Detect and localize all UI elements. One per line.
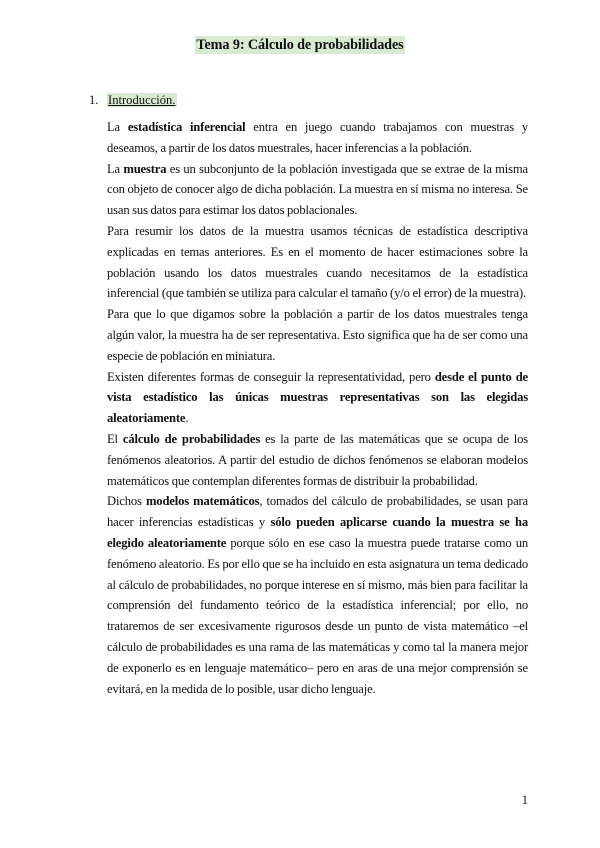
text-run: Dichos	[107, 494, 146, 509]
paragraph	[107, 429, 528, 491]
bold-run: desde el punto de vista estadístico las únicas muestras representativas son las elegidas aleatoriamente	[107, 369, 528, 426]
bold-run: estadística inferencial	[127, 120, 246, 134]
text-run: es un subconjunto de la población investigada que se extrae de la misma con objeto de conocer algo de dicha población. La muestra en sí misma no interesa. Se usan sus datos para estimar los datos poblacionales.	[107, 161, 528, 218]
paragraph	[107, 159, 528, 221]
page-title: Tema 9: Cálculo de probabilidades	[196, 37, 404, 53]
title-wrapper	[0, 36, 600, 54]
bold-run: muestra	[123, 161, 167, 176]
text-run: Para resumir los datos de la muestra usamos técnicas de estadística descriptiva explicadas en temas anteriores. Es en el momento de hacer estimaciones sobre la población usando los datos muestrales cuando necesitamos de la estadística inferencial (que también se utiliza para calcular el tamaño (y/o el error) de la muestra).	[107, 223, 528, 301]
paragraph	[107, 117, 528, 159]
section-heading	[89, 92, 177, 108]
section-label: Introducción.	[108, 93, 176, 107]
paragraph	[107, 491, 528, 699]
text-run: El	[107, 431, 123, 446]
text-run: es la parte de las matemáticas que se ocupa de los fenómenos aleatorios. A partir del estudio de dichos fenómenos se elaboran modelos matemáticos que contemplan diferentes formas de distribuir la probabilidad.	[107, 431, 529, 488]
body-text	[107, 117, 528, 699]
bold-run: sólo pueden aplicarse cuando la muestra se ha elegido aleatoriamente	[107, 515, 528, 550]
text-run: porque sólo en ese caso la muestra puede tratarse como un fenómeno aleatorio. Es por ello que se ha incluido en esta asignatura un tema dedicado al cálculo de probabilidades, no porque interese en sí mismo, más bien para facilitar la comprensión del fundamento teórico de la estadística inferencial; por ello, no trataremos de ser excesivamente rigurosos desde un punto de vista matemático –el cálculo de probabilidades es una rama de las matemáticas y como tal la manera mejor de exponerlo es en lenguaje matemático– pero en aras de una mejor comprensión se evitará, en la medida de lo posible, usar dicho lenguaje.	[107, 535, 528, 696]
text-run: , tomados del cálculo de probabilidades, se usan para hacer inferencias estadísticas y	[107, 494, 528, 530]
bold-run: modelos matemáticos	[145, 494, 260, 509]
text-run: La	[107, 120, 128, 134]
text-run: entra en juego cuando trabajamos con muestras y deseamos, a partir de los datos muestrales, hacer inferencias a la población.	[107, 120, 528, 155]
paragraph	[107, 304, 528, 366]
section-number: 1.	[89, 93, 99, 107]
text-run: La	[107, 161, 124, 176]
paragraph	[107, 221, 528, 304]
bold-run: cálculo de probabilidades	[122, 431, 261, 446]
text-run: Para que lo que digamos sobre la población a partir de los datos muestrales tenga algún valor, la muestra ha de ser representativa. Esto significa que ha de ser como una especie de población en miniatura.	[107, 307, 528, 363]
paragraph	[107, 367, 528, 429]
text-run: .	[185, 411, 189, 426]
text-run: Existen diferentes formas de conseguir la representatividad, pero	[107, 369, 435, 384]
page-number: 1	[521, 793, 528, 807]
